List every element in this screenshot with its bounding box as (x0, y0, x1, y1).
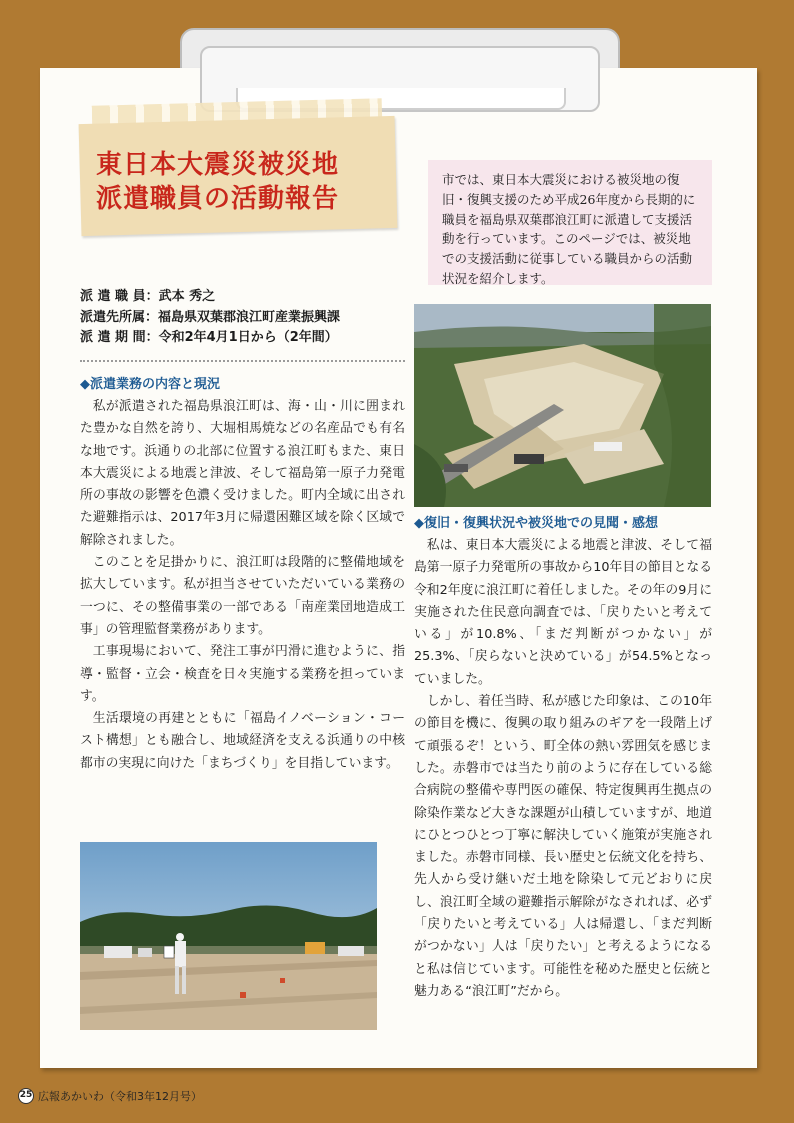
section-heading: ◆派遣業務の内容と現況 (80, 377, 220, 392)
section-recovery-status (414, 513, 712, 1003)
publication-name: 広報あかいわ（令和3年12月号） (38, 1090, 202, 1103)
intro-box: 市では、東日本大震災における被災地の復旧・復興支援のため平成26年度から長期的に職員を福島県双葉郡浪江町に派遣して支援活動を行っています。このページでは、被災地での支援活動に従事している職員からの活動状況を紹介します。 (428, 160, 712, 285)
staff-row-department: 派遣先所属：福島県双葉郡浪江町産業振興課 (80, 309, 341, 325)
paragraph: 生活環境の再建とともに「福島イノベーション・コースト構想」とも融合し、地域経済を支える浜通りの中核都市の実現に向けた「まちづくり」を目指しています。 (80, 711, 405, 771)
paragraph: このことを足掛かりに、浪江町は段階的に整備地域を拡大しています。私が担当させていただいている業務の一つに、その整備事業の一部である「南産業団地造成工事」の管理監督業務があります。 (80, 555, 405, 637)
page-footer (18, 1088, 202, 1104)
divider (80, 360, 405, 362)
section-dispatch-work (80, 374, 405, 775)
paragraph: 私が派遣された福島県浪江町は、海・山・川に囲まれた豊かな自然を誇り、大堀相馬焼などの名産品でも有名な地です。浜通りの北部に位置する浪江町もまた、東日本大震災による地震と津波、そして福島第一原子力発電所の事故の影響を色濃く受けました。町内全域に出された避難指示は、2017年3月に帰還困難区域を除く区域で解除されました。 (80, 399, 405, 548)
title-line-1: 東日本大震災被災地 (96, 150, 340, 180)
staff-info (80, 287, 410, 349)
page-title (96, 148, 396, 216)
paragraph: 工事現場において、発注工事が円滑に進むように、指導・監督・立会・検査を日々実施する業務を担っています。 (80, 644, 405, 704)
staff-row-member: 派 遣 職 員：武本 秀之 (80, 289, 216, 304)
paragraph: しかし、着任当時、私が感じた印象は、この10年の節目を機に、復興の取り組みのギアを一段階上げて頑張るぞ！という、町全体の熱い雰囲気を感じました。赤磐市では当たり前のように存在している総合病院の整備や専門医の確保、特定復興再生拠点の除染作業など大きな課題が山積していますが、地道にひとつひとつ丁寧に解決していく施策が実施されました。赤磐市同様、長い歴史と伝統文化を持ち、先人から受け継いだ土地を除染して元どおりに戻し、浪江町全域の避難指示解除がなされれば、必ず「戻りたいと考えている」人は帰還し、「まだ判断がつかない」人は「戻りたい」と考えるようになると私は信じています。可能性を秘めた歴史と伝統と魅力ある“浪江町”だから。 (414, 694, 712, 999)
aerial-photo (414, 304, 711, 507)
page-number: 25 (18, 1088, 34, 1104)
section-heading: ◆復旧・復興状況や被災地での見聞・感想 (414, 516, 658, 531)
title-line-2: 派遣職員の活動報告 (96, 184, 340, 214)
staff-row-period: 派 遣 期 間：令和2年4月1日から（2年間） (80, 330, 338, 345)
paragraph: 私は、東日本大震災による地震と津波、そして福島第一原子力発電所の事故から10年目の節目となる令和2年度に浪江町に着任しました。その年の9月に実施された住民意向調査では、「戻りたいと考えている」が10.8%、「まだ判断がつかない」が25.3%、「戻らないと決めている」が54.5%となっていました。 (414, 538, 712, 687)
construction-site-photo (80, 842, 377, 1030)
